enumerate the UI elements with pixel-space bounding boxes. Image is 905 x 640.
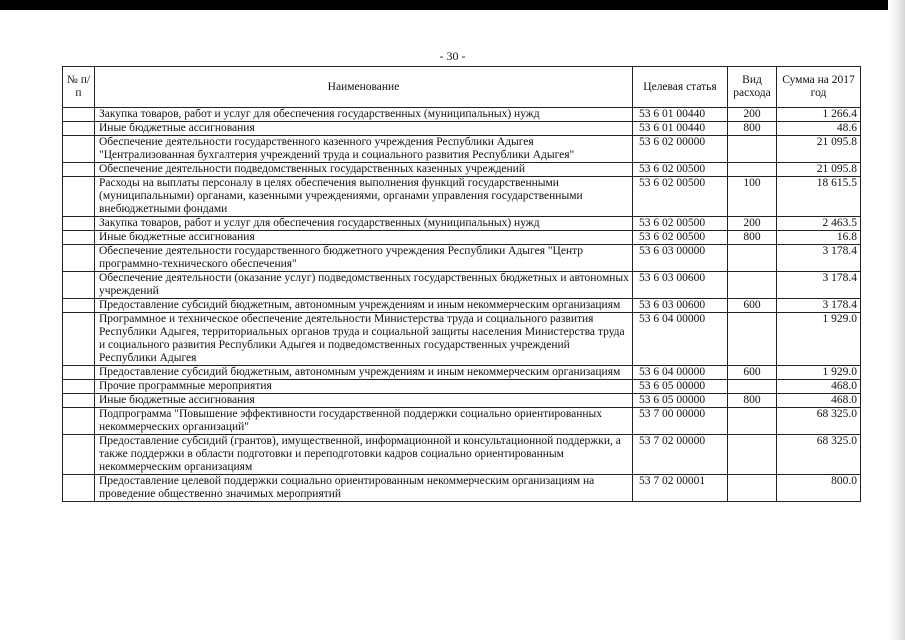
row-sum: 68 325.0 bbox=[777, 435, 861, 475]
row-no bbox=[63, 245, 95, 272]
row-sum: 18 615.5 bbox=[777, 177, 861, 217]
row-no bbox=[63, 380, 95, 394]
row-no bbox=[63, 366, 95, 380]
row-no bbox=[63, 163, 95, 177]
table-row bbox=[63, 217, 861, 231]
row-type bbox=[728, 163, 777, 177]
row-sum: 1 929.0 bbox=[777, 366, 861, 380]
row-sum: 21 095.8 bbox=[777, 136, 861, 163]
row-name: Расходы на выплаты персоналу в целях обеспечения выполнения функций государственными (муниципальными) органами, казенными учреждениями, органами управления государственными внебюджетными фондами bbox=[95, 177, 633, 217]
row-type bbox=[728, 380, 777, 394]
row-no bbox=[63, 136, 95, 163]
row-code: 53 6 04 00000 bbox=[633, 313, 728, 366]
row-code: 53 6 02 00500 bbox=[633, 177, 728, 217]
row-name: Прочие программные мероприятия bbox=[95, 380, 633, 394]
scan-right-edge bbox=[888, 0, 905, 640]
header-no: № п/п bbox=[63, 67, 95, 108]
row-name: Закупка товаров, работ и услуг для обеспечения государственных (муниципальных) нужд bbox=[95, 108, 633, 122]
row-code: 53 6 01 00440 bbox=[633, 122, 728, 136]
row-code: 53 7 02 00001 bbox=[633, 475, 728, 502]
row-sum: 21 095.8 bbox=[777, 163, 861, 177]
row-no bbox=[63, 177, 95, 217]
row-code: 53 6 05 00000 bbox=[633, 394, 728, 408]
row-sum: 3 178.4 bbox=[777, 245, 861, 272]
row-code: 53 6 03 00600 bbox=[633, 272, 728, 299]
row-name: Предоставление целевой поддержки социально ориентированным некоммерческим организациям на проведение общественно значимых мероприятий bbox=[95, 475, 633, 502]
row-code: 53 6 02 00500 bbox=[633, 231, 728, 245]
row-type bbox=[728, 272, 777, 299]
row-type: 800 bbox=[728, 231, 777, 245]
row-sum: 48.6 bbox=[777, 122, 861, 136]
budget-table bbox=[62, 66, 861, 502]
table-row bbox=[63, 475, 861, 502]
row-type: 600 bbox=[728, 366, 777, 380]
table-row bbox=[63, 299, 861, 313]
scan-top-border bbox=[0, 0, 905, 10]
row-sum: 68 325.0 bbox=[777, 408, 861, 435]
row-type bbox=[728, 475, 777, 502]
row-sum: 3 178.4 bbox=[777, 272, 861, 299]
row-name: Обеспечение деятельности подведомственных государственных казенных учреждений bbox=[95, 163, 633, 177]
row-code: 53 7 02 00000 bbox=[633, 435, 728, 475]
row-code: 53 6 02 00500 bbox=[633, 163, 728, 177]
row-name: Иные бюджетные ассигнования bbox=[95, 122, 633, 136]
row-no bbox=[63, 231, 95, 245]
table-row bbox=[63, 163, 861, 177]
table-row bbox=[63, 177, 861, 217]
row-name: Предоставление субсидий (грантов), имущественной, информационной и консультационной поддержки, а также поддержки в области подготовки и переподготовки кадров социально ориентированным некоммерческим организациям bbox=[95, 435, 633, 475]
row-no bbox=[63, 313, 95, 366]
table-row bbox=[63, 231, 861, 245]
row-no bbox=[63, 435, 95, 475]
row-no bbox=[63, 272, 95, 299]
row-no bbox=[63, 217, 95, 231]
row-code: 53 6 02 00000 bbox=[633, 136, 728, 163]
row-no bbox=[63, 394, 95, 408]
row-type: 800 bbox=[728, 122, 777, 136]
table-row bbox=[63, 313, 861, 366]
table-row bbox=[63, 408, 861, 435]
row-sum: 2 463.5 bbox=[777, 217, 861, 231]
row-type bbox=[728, 136, 777, 163]
table-row bbox=[63, 108, 861, 122]
row-no bbox=[63, 408, 95, 435]
table-row bbox=[63, 245, 861, 272]
row-name: Предоставление субсидий бюджетным, автономным учреждениям и иным некоммерческим организациям bbox=[95, 299, 633, 313]
row-name: Подпрограмма "Повышение эффективности государственной поддержки социально ориентированных некоммерческих организаций" bbox=[95, 408, 633, 435]
table-row bbox=[63, 136, 861, 163]
row-name: Иные бюджетные ассигнования bbox=[95, 231, 633, 245]
page-number: - 30 - bbox=[439, 49, 466, 63]
row-type: 100 bbox=[728, 177, 777, 217]
header-code: Целевая статья bbox=[633, 67, 728, 108]
row-code: 53 6 01 00440 bbox=[633, 108, 728, 122]
row-name: Иные бюджетные ассигнования bbox=[95, 394, 633, 408]
row-code: 53 6 03 00000 bbox=[633, 245, 728, 272]
row-name: Предоставление субсидий бюджетным, автономным учреждениям и иным некоммерческим организациям bbox=[95, 366, 633, 380]
row-code: 53 6 05 00000 bbox=[633, 380, 728, 394]
row-code: 53 6 03 00600 bbox=[633, 299, 728, 313]
table-row bbox=[63, 272, 861, 299]
row-sum: 16.8 bbox=[777, 231, 861, 245]
row-sum: 468.0 bbox=[777, 394, 861, 408]
row-sum: 1 266.4 bbox=[777, 108, 861, 122]
row-type: 200 bbox=[728, 108, 777, 122]
header-type: Вид расхода bbox=[728, 67, 777, 108]
table-row bbox=[63, 122, 861, 136]
row-sum: 1 929.0 bbox=[777, 313, 861, 366]
row-sum: 468.0 bbox=[777, 380, 861, 394]
table-header-row bbox=[63, 67, 861, 108]
row-code: 53 6 02 00500 bbox=[633, 217, 728, 231]
header-name: Наименование bbox=[95, 67, 633, 108]
row-type bbox=[728, 313, 777, 366]
header-sum: Сумма на 2017 год bbox=[777, 67, 861, 108]
row-type bbox=[728, 245, 777, 272]
row-no bbox=[63, 299, 95, 313]
table-row bbox=[63, 380, 861, 394]
table-row bbox=[63, 394, 861, 408]
row-name: Закупка товаров, работ и услуг для обеспечения государственных (муниципальных) нужд bbox=[95, 217, 633, 231]
table-row bbox=[63, 435, 861, 475]
row-name: Обеспечение деятельности (оказание услуг) подведомственных государственных бюджетных и автономных учреждений bbox=[95, 272, 633, 299]
row-no bbox=[63, 122, 95, 136]
row-code: 53 7 00 00000 bbox=[633, 408, 728, 435]
row-name: Обеспечение деятельности государственного казенного учреждения Республики Адыгея "Централизованная бухгалтерия учреждений труда и социального развития Республики Адыгея" bbox=[95, 136, 633, 163]
row-sum: 800.0 bbox=[777, 475, 861, 502]
row-code: 53 6 04 00000 bbox=[633, 366, 728, 380]
row-type: 200 bbox=[728, 217, 777, 231]
row-name: Обеспечение деятельности государственного бюджетного учреждения Республики Адыгея "Центр программно-технического обеспечения" bbox=[95, 245, 633, 272]
row-type bbox=[728, 435, 777, 475]
row-type: 800 bbox=[728, 394, 777, 408]
row-no bbox=[63, 108, 95, 122]
row-no bbox=[63, 475, 95, 502]
row-name: Программное и техническое обеспечение деятельности Министерства труда и социального развития Республики Адыгея, территориальных органов труда и социальной защиты населения Министерства труда и социального развития Республики Адыгея и подведомственных государственных учреждений Республики Адыгея bbox=[95, 313, 633, 366]
table-row bbox=[63, 366, 861, 380]
row-sum: 3 178.4 bbox=[777, 299, 861, 313]
row-type bbox=[728, 408, 777, 435]
row-type: 600 bbox=[728, 299, 777, 313]
